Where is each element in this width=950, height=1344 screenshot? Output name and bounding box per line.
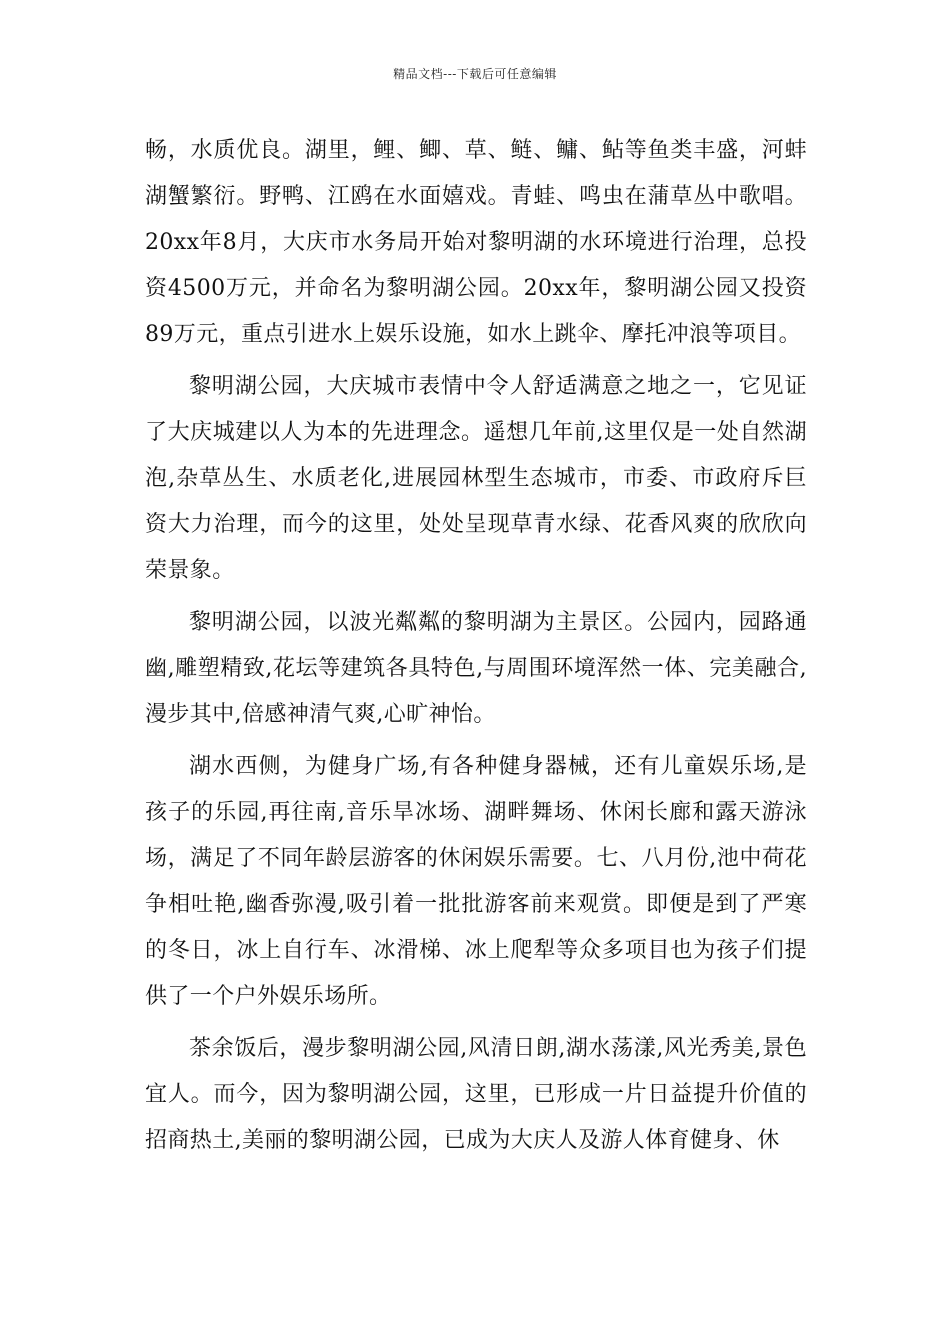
paragraph: 黎明湖公园，大庆城市表情中令人舒适满意之地之一，它见证了大庆城建以人为本的先进理念。遥想几年前,这里仅是一处自然湖泡,杂草丛生、水质老化,进展园林型生态城市，市委、市政府斥巨资大力治理，而今的这里，处处呈现草青水绿、花香风爽的欣欣向荣景象。 <box>145 374 807 583</box>
paragraph-continuation: 畅，水质优良。湖里，鲤、鲫、草、鲢、鳙、鲇等鱼类丰盛，河蚌湖蟹繁衍。野鸭、江鸥在水面嬉戏。青蛙、鸣虫在蒲草丛中歌唱。20xx年8月，大庆市水务局开始对黎明湖的水环境进行治理，总投资4500万元，并命名为黎明湖公园。20xx年，黎明湖公园又投资89万元，重点引进水上娱乐设施，如水上跳伞、摩托冲浪等项目。 <box>145 138 807 347</box>
page-header: 精品文档---下载后可任意编辑 <box>393 67 557 81</box>
paragraph: 黎明湖公园，以波光粼粼的黎明湖为主景区。公园内，园路通幽,雕塑精致,花坛等建筑各具特色,与周围环境浑然一体、完美融合,漫步其中,倍感神清气爽,心旷神怡。 <box>145 610 807 727</box>
paragraph: 茶余饭后，漫步黎明湖公园,风清日朗,湖水荡漾,风光秀美,景色宜人。而今，因为黎明湖公园，这里，已形成一片日益提升价值的招商热土,美丽的黎明湖公园，已成为大庆人及游人体育健身、休 <box>145 1036 807 1153</box>
paragraph: 湖水西侧，为健身广场,有各种健身器械，还有儿童娱乐场,是孩子的乐园,再往南,音乐旱冰场、湖畔舞场、休闲长廊和露天游泳场，满足了不同年龄层游客的休闲娱乐需要。七、八月份,池中荷花争相吐艳,幽香弥漫,吸引着一批批游客前来观赏。即便是到了严寒的冬日，冰上自行车、冰滑梯、冰上爬犁等众多项目也为孩子们提供了一个户外娱乐场所。 <box>145 754 807 1009</box>
document-body <box>145 128 807 1164</box>
